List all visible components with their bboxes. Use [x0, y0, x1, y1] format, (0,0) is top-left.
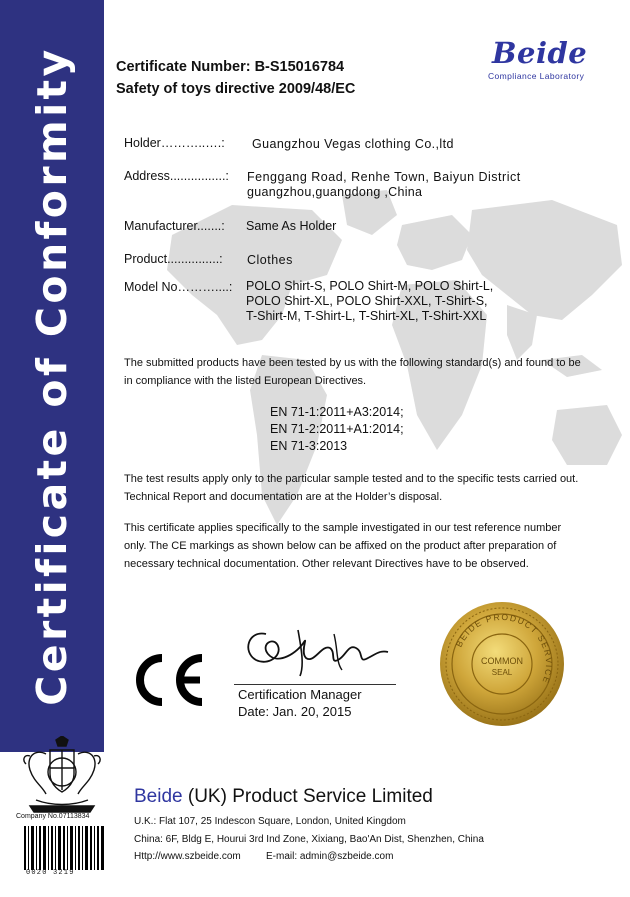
- footer-brand: Beide: [134, 786, 183, 807]
- sidebar-title: Certificate of Conformity: [28, 46, 76, 706]
- map-europe: [397, 215, 472, 270]
- standard-item: EN 71-3:2013: [270, 439, 348, 453]
- applies-line-1: This certificate applies specifically to the sample investigated in our test reference number: [124, 522, 562, 534]
- manufacturer-value: Same As Holder: [246, 219, 337, 233]
- model-label: Model No………....:: [124, 280, 233, 294]
- applies-line-2: only. The CE markings as shown below can be affixed on the product after preparation of: [124, 540, 557, 552]
- certificate-number: Certificate Number: B-S15016784: [116, 59, 345, 75]
- results-line-2: Technical Report and documentation are at the Holder’s disposal.: [124, 491, 443, 503]
- certificate-header: [116, 56, 355, 100]
- intro-line-2: in compliance with the listed European Directives.: [124, 375, 367, 387]
- company-number: Company No.07113834: [16, 813, 90, 820]
- footer-website: Http://www.szbeide.com: [134, 851, 241, 862]
- model-line-2: POLO Shirt-XL, POLO Shirt-XXL, T-Shirt-S,: [246, 294, 488, 308]
- applies-line-3: necessary technical documentation. Other relevant Directives have to be observed.: [124, 558, 529, 570]
- manufacturer-label: Manufacturer.......:: [124, 219, 225, 233]
- footer-email: E-mail: admin@szbeide.com: [266, 851, 394, 862]
- standards-list: [270, 404, 404, 455]
- ce-mark-icon: [128, 652, 208, 708]
- logo-wordmark: Beide: [492, 36, 588, 70]
- model-line-3: T-Shirt-M, T-Shirt-L, T-Shirt-XL, T-Shirt-XXL: [246, 309, 487, 323]
- standard-item: EN 71-1:2011+A3:2014;: [270, 405, 404, 419]
- applies-paragraph: [124, 519, 590, 573]
- model-line-1: POLO Shirt-S, POLO Shirt-M, POLO Shirt-L,: [246, 279, 494, 293]
- holder-label: Holder………..….:: [124, 136, 225, 150]
- royal-crest-icon: [16, 736, 108, 816]
- logo-subtitle: Compliance Laboratory: [488, 71, 585, 81]
- signature-line: [234, 684, 396, 685]
- footer-china-address: China: 6F, Bldg E, Hourui 3rd Ind Zone, Xixiang, Bao'An Dist, Shenzhen, China: [134, 834, 484, 845]
- certification-manager-block: [238, 686, 362, 720]
- map-australia: [552, 405, 622, 465]
- intro-paragraph: [124, 354, 590, 390]
- sidebar-banner: [0, 0, 104, 752]
- standard-item: EN 71-2:2011+A1:2014;: [270, 422, 404, 436]
- intro-line-1: The submitted products have been tested by us with the following standard(s) and found to be: [124, 357, 581, 369]
- product-label: Product...............:: [124, 252, 223, 266]
- seal-center-line-2: SEAL: [491, 668, 513, 677]
- product-value: Clothes: [247, 253, 293, 267]
- certificate-date: Date: Jan. 20, 2015: [238, 704, 352, 719]
- map-asia: [467, 200, 622, 320]
- barcode-number: 0020 3219: [26, 869, 75, 877]
- seal-center-line-1: COMMON: [481, 656, 523, 666]
- address-label: Address................:: [124, 169, 229, 183]
- gold-seal: [438, 600, 566, 728]
- seal-ring-text: BEIDE PRODUCT SERVICE: [453, 611, 555, 686]
- address-line-1: Fenggang Road, Renhe Town, Baiyun District: [247, 170, 521, 184]
- manager-role: Certification Manager: [238, 687, 362, 702]
- footer-company-name: [134, 786, 433, 808]
- handwritten-signature: [238, 622, 398, 682]
- directive-title: Safety of toys directive 2009/48/EC: [116, 81, 356, 97]
- beide-logo: [486, 36, 598, 85]
- barcode-icon: [24, 826, 104, 870]
- footer-uk-address: U.K.: Flat 107, 25 Indescon Square, London, United Kingdom: [134, 816, 406, 827]
- holder-value: Guangzhou Vegas clothing Co.,ltd: [252, 137, 454, 151]
- results-line-1: The test results apply only to the particular sample tested and to the specific tests carried out.: [124, 473, 579, 485]
- address-line-2: guangzhou,guangdong ,China: [247, 185, 423, 199]
- results-paragraph: [124, 470, 590, 506]
- footer-company-rest: (UK) Product Service Limited: [182, 786, 433, 807]
